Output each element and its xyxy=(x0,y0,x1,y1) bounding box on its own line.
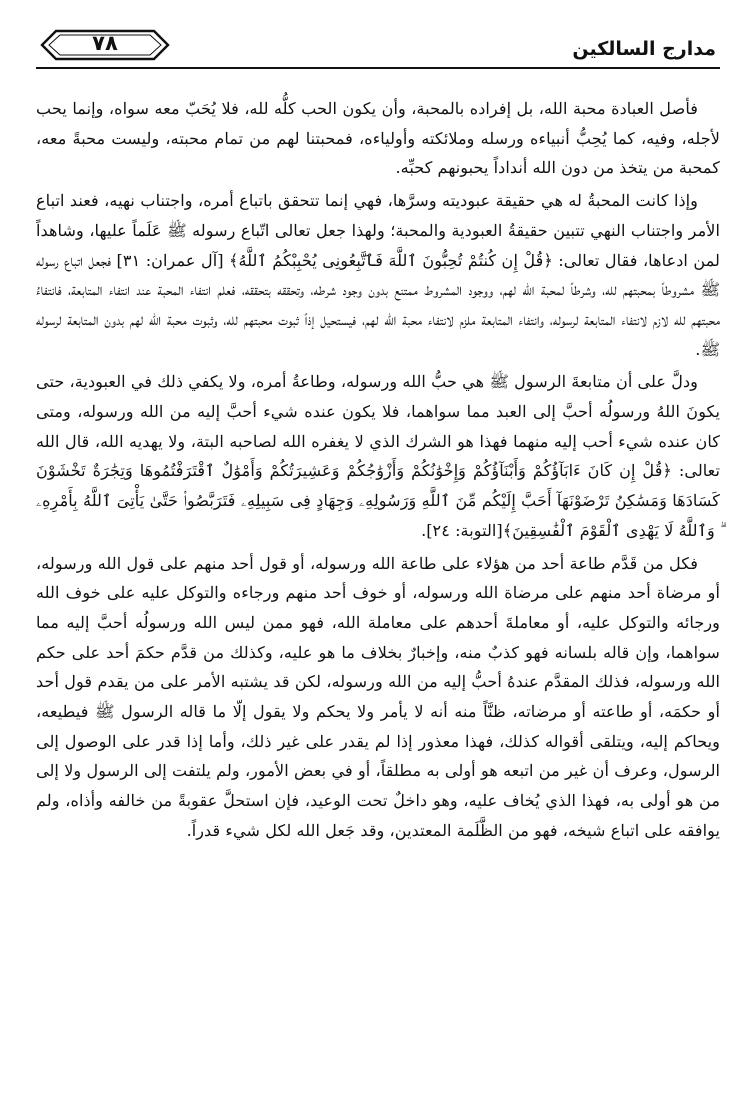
running-title: مدارج السالكين xyxy=(572,38,716,60)
paragraph-3: ودلَّ على أن متابعةَ الرسول ﷺ هي حبُّ الله ورسوله، وطاعةُ أمره، ولا يكفي ذلك في العبودية، حتى يكونَ اللهُ ورسولُه أحبَّ إلى العبد مما سواهما، فلا يكون عنده شيء أحبَّ إليه من الله ورسوله، ومتى كان عنده شيء أحب إليه منهما فهذا هو الشرك الذي لا يغفره الله لصاحبه البتة، ولا يهديه الله، قال الله تعالى: ﴿قُلْ إِن كَانَ ءَابَآؤُكُمْ وَأَبْنَآؤُكُمْ وَإِخْوَٰنُكُمْ وَأَزْوَٰجُكُمْ وَعَشِيرَتُكُمْ وَأَمْوَٰلٌ ٱقْتَرَفْتُمُوهَا وَتِجَٰرَةٌ تَخْشَوْنَ كَسَادَهَا وَمَسَٰكِنُ تَرْضَوْنَهَآ أَحَبَّ إِلَيْكُم مِّنَ ٱللَّهِ وَرَسُولِهِۦ وَجِهَادٍ فِى سَبِيلِهِۦ فَتَرَبَّصُوا۟ حَتَّىٰ يَأْتِىَ ٱللَّهُ بِأَمْرِهِۦ ۗ وَٱللَّهُ لَا يَهْدِى ٱلْقَوْمَ ٱلْفَٰسِقِينَ﴾[التوبة: ٢٤]. xyxy=(36,372,720,540)
paragraph-2: وإذا كانت المحبةُ له هي حقيقة عبوديته وسرَّها، فهي إنما تتحقق باتباع أمره، واجتناب نهيه، فعند اتباع الأمر واجتناب النهي تتبين حقيقةُ العبودية والمحبة؛ ولهذا جعل تعالى اتّباع رسوله ﷺ عَلَماً عليها، وشاهداً لمن ادعاها، فقال تعالى: ﴿قُلْ إِن كُنتُمْ تُحِبُّونَ ٱللَّهَ فَٱتَّبِعُونِى يُحْبِبْكُمُ ٱللَّهُ﴾ [آل عمران: ٣١] فجعل اتباع رسوله ﷺ مشروطاً بمحبتهم لله، وشرطاً لمحبة الله لهم، ووجود المشروط ممتنع بدون وجود شرطه، وتحققه بتحققه، فعلم انتفاء المحبة عند انتفاء المتابعة، فانتفاءُ محبتهم لله لازم لانتفاء المتابعة لرسوله، وانتفاء المتابعة ملزم لانتفاء محبة الله لهم، فيستحيل إذاً ثبوت محبتهم لله، وثبوت محبة الله لهم بدون المتابعة لرسوله ﷺ. xyxy=(36,191,720,359)
paragraph-1: فأصل العبادة محبة الله، بل إفراده بالمحبة، وأن يكون الحب كلُّه لله، فلا يُحَبّ معه سواه، وإنما يحب لأجله، وفيه، كما يُحِبُّ أنبياءه ورسله وملائكته وأولياءه، فمحبتنا لهم من تمام محبته، وليست محبةً معه، كمحبة من يتخذ من دون الله أنداداً يحبونهم كحبِّه. xyxy=(36,99,720,178)
main-text xyxy=(36,94,720,846)
paragraph-4: فكل من قَدَّم طاعة أحد من هؤلاء على طاعة الله ورسوله، أو قول أحد منهم على قول الله ورسوله، أو مرضاة أحد منهم على مرضاة الله ورسوله، أو خوف أحد منهم ورجاءه والتوكل عليه على خوف الله ورجائه والتوكل عليه، أو معاملةَ أحدهم على معاملة الله، فهو ممن ليس الله ورسولُه أحبَّ إليه مما سواهما، وإن قاله بلسانه فهو كذبٌ منه، وإخبارٌ بخلاف ما هو عليه، وكذلك من قدَّم حكمَ أحد على حكم الله ورسوله، فذلك المقدَّم عندهُ أحبُّ إليه من الله ورسوله، لكن قد يشتبه الأمر على من يقدم قول أحد أو حكمَه، أو طاعته أو مرضاته، ظنَّاً منه أنه لا يأمر ولا يحكم ولا يقول إلّا ما قاله الرسول ﷺ فيطيعه، ويحاكم إليه، ويتلقى أقواله كذلك، فهذا معذور إذا لم يقدر على غير ذلك، وأما إذا قدر على الوصول إلى الرسول، وعرف أن غير من اتبعه هو أولى به مطلقاً، أو في بعض الأمور، ولم يلتفت إلى الرسول ولا إلى من هو أولى به، فهذا الذي يُخاف عليه، وهو داخلٌ تحت الوعيد، فإن استحلَّ عقوبةً من خالفه وأذاه، ولم يوافقه على اتباع شيخه، فهو من الظَّلَمة المعتدين، وقد جَعل الله لكل شيء قدراً. xyxy=(36,553,720,840)
page-number-badge xyxy=(36,26,174,64)
header-rule xyxy=(36,67,720,69)
page-number: ٧٨ xyxy=(92,31,118,55)
page-header xyxy=(36,26,720,68)
